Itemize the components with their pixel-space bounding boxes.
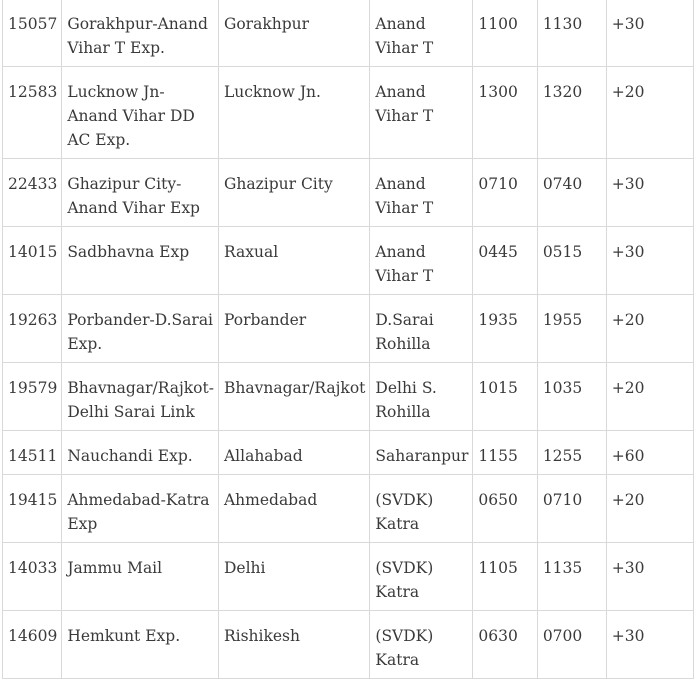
origin-station-cell: Delhi — [218, 543, 369, 611]
train-number-cell: 14033 — [3, 543, 62, 611]
halt-duration-cell: +30 — [606, 0, 693, 67]
departure-time-cell: 1955 — [537, 295, 606, 363]
train-name-cell: Ghazipur City-Anand Vihar Exp — [62, 159, 219, 227]
origin-station-cell: Ahmedabad — [218, 475, 369, 543]
train-name-cell: Lucknow Jn-Anand Vihar DD AC Exp. — [62, 67, 219, 159]
destination-station-cell: (SVDK) Katra — [370, 543, 473, 611]
halt-duration-cell: +30 — [606, 159, 693, 227]
origin-station-cell: Lucknow Jn. — [218, 67, 369, 159]
arrival-time-cell: 0445 — [473, 227, 537, 295]
halt-duration-cell: +20 — [606, 67, 693, 159]
arrival-time-cell: 1935 — [473, 295, 537, 363]
train-name-cell: Jammu Mail — [62, 543, 219, 611]
departure-time-cell: 0700 — [537, 611, 606, 679]
destination-station-cell: (SVDK) Katra — [370, 611, 473, 679]
destination-station-cell: Anand Vihar T — [370, 159, 473, 227]
train-name-cell: Gorakhpur-Anand Vihar T Exp. — [62, 0, 219, 67]
arrival-time-cell: 0630 — [473, 611, 537, 679]
table-row — [3, 611, 694, 679]
departure-time-cell: 1135 — [537, 543, 606, 611]
departure-time-cell: 0740 — [537, 159, 606, 227]
destination-station-cell: Delhi S. Rohilla — [370, 363, 473, 431]
halt-duration-cell: +20 — [606, 295, 693, 363]
departure-time-cell: 1130 — [537, 0, 606, 67]
destination-station-cell: (SVDK) Katra — [370, 475, 473, 543]
destination-station-cell: Anand Vihar T — [370, 67, 473, 159]
departure-time-cell: 1320 — [537, 67, 606, 159]
table-row — [3, 0, 694, 67]
train-name-cell: Sadbhavna Exp — [62, 227, 219, 295]
timetable-body — [3, 0, 694, 679]
arrival-time-cell: 1015 — [473, 363, 537, 431]
train-number-cell: 19579 — [3, 363, 62, 431]
origin-station-cell: Gorakhpur — [218, 0, 369, 67]
halt-duration-cell: +30 — [606, 611, 693, 679]
departure-time-cell: 0515 — [537, 227, 606, 295]
train-name-cell: Nauchandi Exp. — [62, 431, 219, 475]
departure-time-cell: 1035 — [537, 363, 606, 431]
train-number-cell: 12583 — [3, 67, 62, 159]
train-number-cell: 14609 — [3, 611, 62, 679]
table-row — [3, 67, 694, 159]
train-name-cell: Porbander-D.Sarai Exp. — [62, 295, 219, 363]
departure-time-cell: 0710 — [537, 475, 606, 543]
halt-duration-cell: +60 — [606, 431, 693, 475]
arrival-time-cell: 0710 — [473, 159, 537, 227]
train-name-cell: Bhavnagar/Rajkot-Delhi Sarai Link — [62, 363, 219, 431]
table-row — [3, 227, 694, 295]
train-number-cell: 19415 — [3, 475, 62, 543]
halt-duration-cell: +20 — [606, 475, 693, 543]
halt-duration-cell: +20 — [606, 363, 693, 431]
train-number-cell: 19263 — [3, 295, 62, 363]
train-name-cell: Hemkunt Exp. — [62, 611, 219, 679]
halt-duration-cell: +30 — [606, 227, 693, 295]
origin-station-cell: Bhavnagar/Rajkot — [218, 363, 369, 431]
origin-station-cell: Raxual — [218, 227, 369, 295]
train-number-cell: 22433 — [3, 159, 62, 227]
destination-station-cell: Anand Vihar T — [370, 0, 473, 67]
train-number-cell: 14511 — [3, 431, 62, 475]
table-row — [3, 295, 694, 363]
table-row — [3, 431, 694, 475]
arrival-time-cell: 1105 — [473, 543, 537, 611]
arrival-time-cell: 1300 — [473, 67, 537, 159]
departure-time-cell: 1255 — [537, 431, 606, 475]
origin-station-cell: Rishikesh — [218, 611, 369, 679]
origin-station-cell: Porbander — [218, 295, 369, 363]
table-row — [3, 159, 694, 227]
origin-station-cell: Ghazipur City — [218, 159, 369, 227]
train-number-cell: 15057 — [3, 0, 62, 67]
arrival-time-cell: 0650 — [473, 475, 537, 543]
destination-station-cell: D.Sarai Rohilla — [370, 295, 473, 363]
origin-station-cell: Allahabad — [218, 431, 369, 475]
table-row — [3, 543, 694, 611]
arrival-time-cell: 1155 — [473, 431, 537, 475]
train-name-cell: Ahmedabad-Katra Exp — [62, 475, 219, 543]
table-row — [3, 475, 694, 543]
destination-station-cell: Saharanpur — [370, 431, 473, 475]
halt-duration-cell: +30 — [606, 543, 693, 611]
arrival-time-cell: 1100 — [473, 0, 537, 67]
train-number-cell: 14015 — [3, 227, 62, 295]
destination-station-cell: Anand Vihar T — [370, 227, 473, 295]
table-row — [3, 363, 694, 431]
train-timetable — [2, 0, 694, 679]
